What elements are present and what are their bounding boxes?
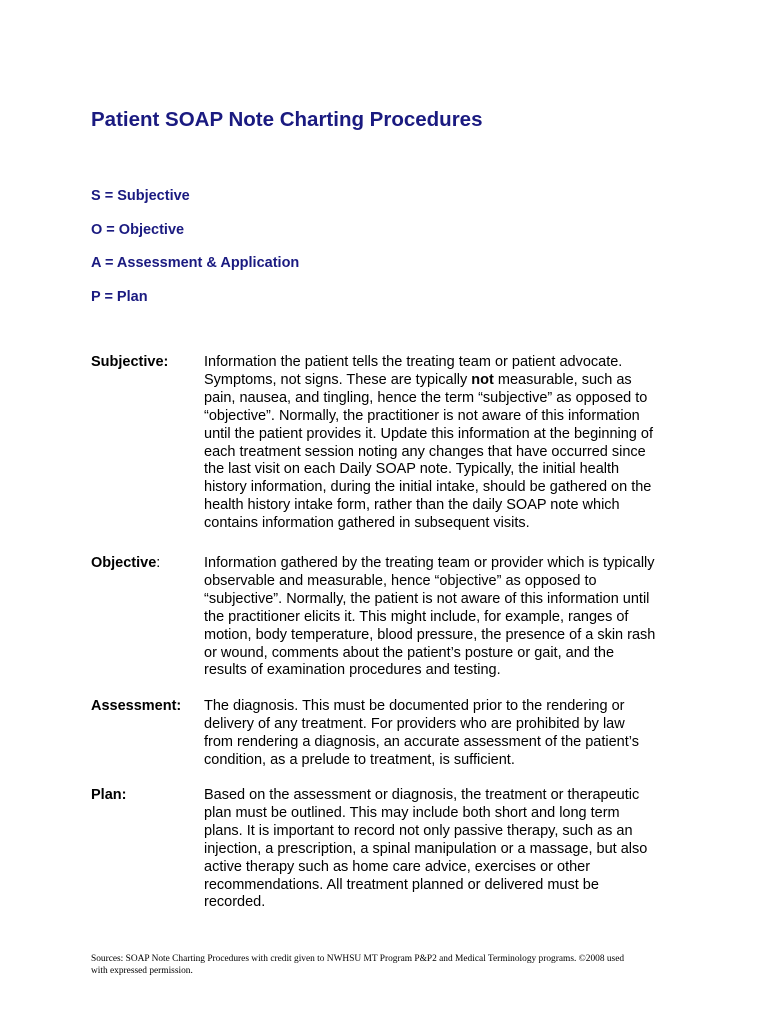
- definition-line: observable and measurable, hence “objective” as opposed to: [204, 572, 597, 589]
- definition-line: plans. It is important to record not only passive therapy, such as an: [204, 822, 633, 839]
- definition-line: condition, as a prelude to treatment, is sufficient.: [204, 751, 515, 768]
- legend-item-s: S = Subjective: [91, 188, 190, 204]
- definition-line: the practitioner elicits it. This might include, for example, ranges of: [204, 608, 629, 625]
- term-subjective: Subjective:: [91, 354, 169, 370]
- definition-subjective: [204, 354, 691, 533]
- term-assessment: Assessment:: [91, 698, 182, 714]
- definition-plan: [204, 787, 691, 912]
- definition-line: each treatment session noting any changes that have occurred since: [204, 443, 646, 460]
- definition-line: Symptoms, not signs. These are typically not measurable, such as: [204, 371, 632, 388]
- definition-line: “objective”. Normally, the practitioner is not aware of this information: [204, 407, 640, 424]
- definition-line: history information, during the initial intake, should be gathered on the: [204, 479, 652, 496]
- legend-item-o: O = Objective: [91, 221, 185, 238]
- definition-line: pain, nausea, and tingling, hence the term “subjective” as opposed to: [204, 389, 648, 406]
- definition-line: delivery of any treatment. For providers who are prohibited by law: [204, 715, 625, 732]
- definition-line: injection, a prescription, a spinal manipulation or a massage, but also: [204, 840, 648, 857]
- definition-line: results of examination procedures and testing.: [204, 662, 501, 679]
- footnote-line: with expressed permission.: [91, 966, 193, 976]
- page-title: Patient SOAP Note Charting Procedures: [91, 108, 483, 131]
- definition-line: plan must be outlined. This may include both short and long term: [204, 804, 620, 821]
- soap-legend: [91, 186, 299, 320]
- emphasis-not: not: [471, 371, 494, 388]
- definition-line: active therapy such as home care advice, exercises or other: [204, 858, 591, 875]
- legend-item-a: A = Assessment & Application: [91, 255, 300, 271]
- definition-line: Information gathered by the treating team or provider which is typically: [204, 555, 655, 571]
- definition-line: Information the patient tells the treating team or patient advocate.: [204, 354, 623, 370]
- definition-line: recorded.: [204, 894, 266, 911]
- definition-assessment: [204, 698, 691, 770]
- definition-line: from rendering a diagnosis, an accurate assessment of the patient’s: [204, 733, 639, 750]
- definition-line: The diagnosis. This must be documented prior to the rendering or: [204, 698, 625, 714]
- definition-line: until the patient provides it. Update this information at the beginning of: [204, 425, 653, 442]
- definition-objective: [204, 555, 691, 680]
- definition-line: the last visit on each Daily SOAP note. Typically, the initial health: [204, 461, 620, 478]
- term-objective: Objective:: [91, 555, 161, 571]
- term-plan: Plan:: [91, 787, 127, 803]
- definition-line: health history intake form, rather than the daily SOAP note which: [204, 497, 620, 514]
- legend-item-p: P = Plan: [91, 288, 148, 305]
- definition-line: motion, body temperature, blood pressure, the presence of a skin rash: [204, 626, 656, 643]
- definition-line: “subjective”. Normally, the patient is not aware of this information until: [204, 590, 650, 607]
- definition-line: recommendations. All treatment planned or delivered must be: [204, 876, 599, 893]
- sources-footnote: [91, 953, 691, 977]
- definition-line: contains information gathered in subsequent visits.: [204, 515, 530, 532]
- definition-line: or wound, comments about the patient’s posture or gait, and the: [204, 644, 615, 661]
- definition-line: Based on the assessment or diagnosis, the treatment or therapeutic: [204, 787, 640, 803]
- footnote-line: Sources: SOAP Note Charting Procedures with credit given to NWHSU MT Program P&P2 and Medical Terminology programs. ©2008 used: [91, 954, 625, 964]
